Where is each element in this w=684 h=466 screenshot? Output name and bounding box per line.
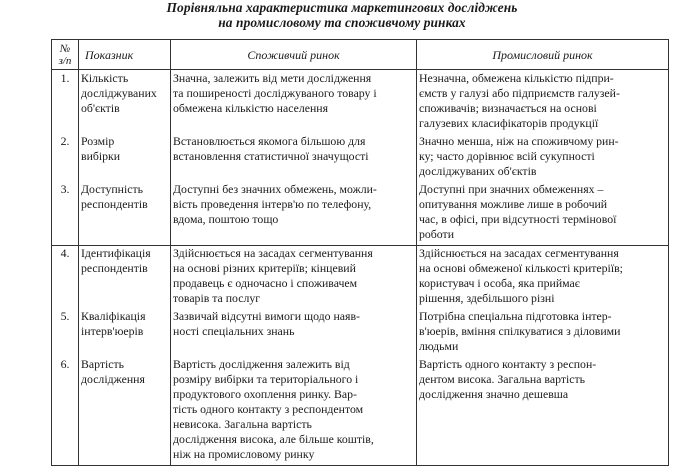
- table-row: [52, 246, 669, 310]
- row-indicator: Доступність респондентів: [79, 182, 171, 246]
- row-industrial-value: Вартість одного контакту з респон- дентом висока. Загальна вартість дослідження значно дешевша: [417, 357, 669, 466]
- row-indicator: Кваліфікація інтерв'юерів: [79, 309, 171, 357]
- table-row: [52, 357, 669, 466]
- table-row: [52, 134, 669, 182]
- row-consumer-value: Доступні без значних обмежень, можли- вість проведення інтерв'ю по телефону, вдома, поштою тощо: [171, 182, 417, 246]
- row-indicator: Ідентифікація респондентів: [79, 246, 171, 310]
- row-number: 4.: [52, 246, 79, 310]
- row-industrial-value: Значно менша, ніж на споживчому рин- ку; часто дорівнює всій сукупності досліджуваних об'єктів: [417, 134, 669, 182]
- table-row: [52, 182, 669, 246]
- row-industrial-value: Доступні при значних обмеженнях – опитування можливе лише в робочий час, в офісі, при відсутності термінової роботи: [417, 182, 669, 246]
- row-indicator: Кількість досліджуваних об'єктів: [79, 70, 171, 135]
- row-industrial-value: Незначна, обмежена кількістю підпри- ємств у галузі або підприємств галузей- споживачів; визначається на основі галузевих класифікаторів продукції: [417, 70, 669, 135]
- header-indicator: Показник: [79, 40, 171, 70]
- header-number: № з/п: [52, 40, 79, 70]
- row-consumer-value: Зазвичай відсутні вимоги щодо наяв- ності спеціальних знань: [171, 309, 417, 357]
- row-number: 2.: [52, 134, 79, 182]
- row-number: 1.: [52, 70, 79, 135]
- header-consumer-market: Споживчий ринок: [171, 40, 417, 70]
- table-row: [52, 70, 669, 135]
- header-industrial-market: Промисловий ринок: [417, 40, 669, 70]
- row-indicator: Вартість дослідження: [79, 357, 171, 466]
- row-industrial-value: Потрібна спеціальна підготовка інтер- в'юерів, вміння спілкуватися з діловими людьми: [417, 309, 669, 357]
- row-consumer-value: Вартість дослідження залежить від розміру вибірки та територіального і продуктового охоплення ринку. Вар- тість одного контакту з респондентом невисока. Загальна вартість дослідження висока, але більше коштів, ніж на промисловому ринку: [171, 357, 417, 466]
- row-number: 5.: [52, 309, 79, 357]
- row-consumer-value: Здійснюється на засадах сегментування на основі різних критеріїв; кінцевий продавець є одночасно і споживачем товарів та послуг: [171, 246, 417, 310]
- table-row: [52, 309, 669, 357]
- row-industrial-value: Здійснюється на засадах сегментування на основі обмеженої кількості критеріїв; користувач і особа, яка приймає рішення, здебільшого різні: [417, 246, 669, 310]
- document-title-line-1: Порівняльна характеристика маркетингових досліджень: [166, 0, 518, 15]
- row-indicator: Розмір вибірки: [79, 134, 171, 182]
- row-number: 3.: [52, 182, 79, 246]
- comparison-table: [51, 39, 669, 466]
- row-consumer-value: Значна, залежить від мети дослідження та поширеності досліджуваного товару і обмежена кількістю населення: [171, 70, 417, 135]
- row-number: 6.: [52, 357, 79, 466]
- document-title-line-2: на промисловому та споживчому ринках: [218, 15, 466, 30]
- table-header-row: [52, 40, 669, 70]
- row-consumer-value: Встановлюється якомога більшою для встановлення статистичної значущості: [171, 134, 417, 182]
